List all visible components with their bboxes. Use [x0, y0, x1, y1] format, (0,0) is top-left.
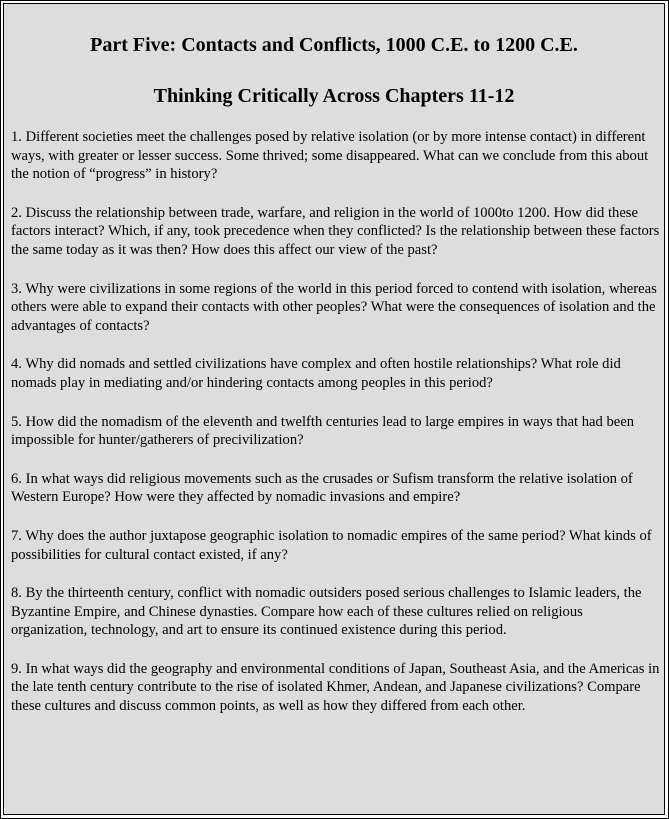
page-subtitle: Thinking Critically Across Chapters 11-12	[153, 85, 515, 107]
question-1: 1. Different societies meet the challenges posed by relative isolation (or by more intense contact) in different ways, with greater or lesser success. Some thrived; some disappeared. What can we conclude from this about the notion of “progress” in history?	[11, 129, 649, 183]
page-title: Part Five: Contacts and Conflicts, 1000 C.E. to 1200 C.E.	[90, 34, 578, 56]
question-4: 4. Why did nomads and settled civilizations have complex and often hostile relationships? What role did nomads play in mediating and/or hindering contacts among peoples in this period?	[11, 356, 621, 391]
content-panel	[3, 3, 665, 815]
question-list	[11, 128, 661, 736]
question-5: 5. How did the nomadism of the eleventh and twelfth centuries lead to large empires in ways that had been impossible for hunter/gatherers of precivilization?	[11, 413, 635, 449]
question-9: 9. In what ways did the geography and environmental conditions of Japan, Southeast Asia, and the Americas in the late tenth century contribute to the rise of isolated Khmer, Andean, and Japanese civilizations? Compare these cultures and discuss common points, as well as how they differed from each other.	[11, 660, 660, 715]
question-3: 3. Why were civilizations in some regions of the world in this period forced to contend with isolation, whereas others were able to expand their contacts with other peoples? What were the consequences of isolation and the advantages of contacts?	[11, 280, 657, 334]
question-8: 8. By the thirteenth century, conflict with nomadic outsiders posed serious challenges to Islamic leaders, the Byzantine Empire, and Chinese dynasties. Compare how each of these cultures relied on religious organization, technology, and art to ensure its continued existence during this period.	[11, 585, 642, 639]
question-2: 2. Discuss the relationship between trade, warfare, and religion in the world of 1000to 1200. How did these factors interact? Which, if any, took precedence when they conflicted? Is the relationship between these factors the same today as it was then? How does this affect our view of the past?	[11, 204, 660, 258]
question-6: 6. In what ways did religious movements such as the crusades or Sufism transform the relative isolation of Western Europe? How were they affected by nomadic invasions and empire?	[11, 470, 633, 506]
question-7: 7. Why does the author juxtapose geographic isolation to nomadic empires of the same period? What kinds of possibilities for cultural contact existed, if any?	[11, 527, 652, 563]
